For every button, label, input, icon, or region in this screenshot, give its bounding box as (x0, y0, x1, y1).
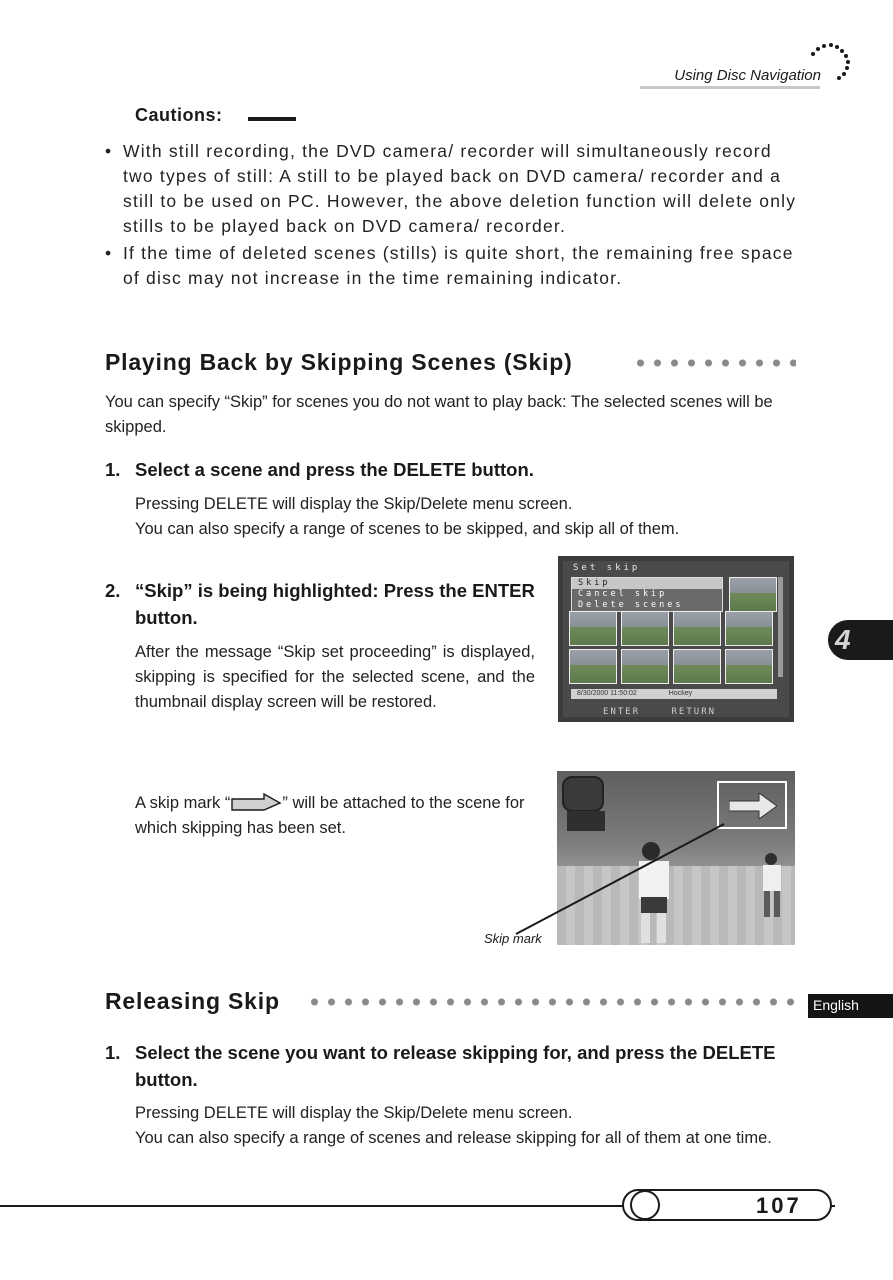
scene-thumbnail (621, 649, 669, 684)
background-player-figure (755, 851, 789, 921)
menu-item-cancel-skip: Cancel skip (578, 589, 668, 599)
skip-intro: You can specify “Skip” for scenes you do not want to play back: The selected scenes will be skipped. (105, 393, 773, 436)
page-circle-ornament (630, 1190, 660, 1220)
menu-screen-title: Set skip (573, 563, 641, 573)
menu-item-skip: Skip (572, 578, 722, 589)
cautions-list (105, 139, 805, 293)
skip-menu-screenshot (558, 556, 794, 722)
dot-leader (632, 359, 796, 367)
camera-icon-blurred (562, 776, 604, 812)
scene-thumbnail (729, 577, 777, 612)
step-1-body-line-2: You can also specify a range of scenes to be skipped, and skip all of them. (135, 520, 680, 538)
step-number: 1. (105, 1042, 121, 1063)
page-number: 107 (756, 1193, 802, 1218)
skip-delete-menu (571, 577, 723, 612)
release-step-1 (105, 1039, 805, 1093)
step-title: Select the scene you want to release skipping for, and press the DELETE button. (135, 1042, 776, 1090)
callout-line (510, 820, 730, 940)
cautions-bar (248, 117, 296, 121)
release-step-1-body-line-1: Pressing DELETE will display the Skip/Delete menu screen. (135, 1104, 573, 1122)
caution-item: • If the time of deleted scenes (stills) is quite short, the remaining free space of disc may not increase in the time remaining indicator. (105, 241, 805, 291)
scene-thumbnail (569, 649, 617, 684)
skip-mark-note-end: ” will be attached to the scene for which skipping has been set. (135, 794, 525, 837)
return-hint: RETURN (671, 707, 717, 717)
section-heading-skip: Playing Back by Skipping Scenes (Skip) (105, 349, 573, 375)
enter-hint: ENTER (603, 707, 641, 717)
header-rule (640, 86, 820, 89)
scene-thumbnail (725, 611, 773, 646)
release-step-1-body-line-2: You can also specify a range of scenes and release skipping for all of them at one time. (135, 1129, 772, 1147)
scene-date: 8/30/2000 11:50:02 (577, 690, 637, 697)
dot-leader (306, 998, 796, 1006)
chapter-number: 4 (835, 624, 851, 655)
step-number: 2. (105, 580, 121, 601)
scene-thumbnail (621, 611, 669, 646)
menu-item-delete-scenes: Delete scenes (578, 600, 684, 610)
menu-footer (603, 707, 716, 717)
scene-info-bar (571, 689, 777, 699)
section-heading-release: Releasing Skip (105, 988, 280, 1014)
step-1-body-line-1: Pressing DELETE will display the Skip/Delete menu screen. (135, 495, 573, 513)
skip-mark-note-start: A skip mark “ (135, 794, 231, 812)
language-label: English (813, 997, 859, 1013)
skip-mark-arrow-icon (729, 793, 777, 819)
step-1 (105, 456, 805, 483)
screen-inner (563, 561, 789, 717)
scene-thumbnail (725, 649, 773, 684)
cautions-heading: Cautions: (135, 105, 223, 125)
running-header-title: Using Disc Navigation (674, 67, 821, 84)
scene-thumbnail (673, 611, 721, 646)
step-title: Select a scene and press the DELETE button. (135, 459, 534, 480)
caution-item: • With still recording, the DVD camera/ recorder will simultaneously record two types of still: A still to be played back on DVD camera/ recorder and a still to be used on PC. However, the above deletion function will delete only stills to be played back on DVD camera/ recorder. (105, 139, 805, 239)
skip-mark-note (135, 791, 540, 841)
step-2 (105, 577, 535, 631)
scrollbar (778, 577, 783, 677)
scene-thumbnail (569, 611, 617, 646)
skip-mark-icon (230, 793, 282, 811)
scene-title: Hockey (668, 690, 693, 697)
skip-mark-label: Skip mark (484, 931, 542, 946)
step-number: 1. (105, 459, 121, 480)
step-title: “Skip” is being highlighted: Press the ENTER button. (135, 580, 535, 628)
step-2-body: After the message “Skip set proceeding” is displayed, skipping is specified for the selected scene, and the thumbnail display screen will be restored. (135, 643, 535, 711)
scene-thumbnail (673, 649, 721, 684)
